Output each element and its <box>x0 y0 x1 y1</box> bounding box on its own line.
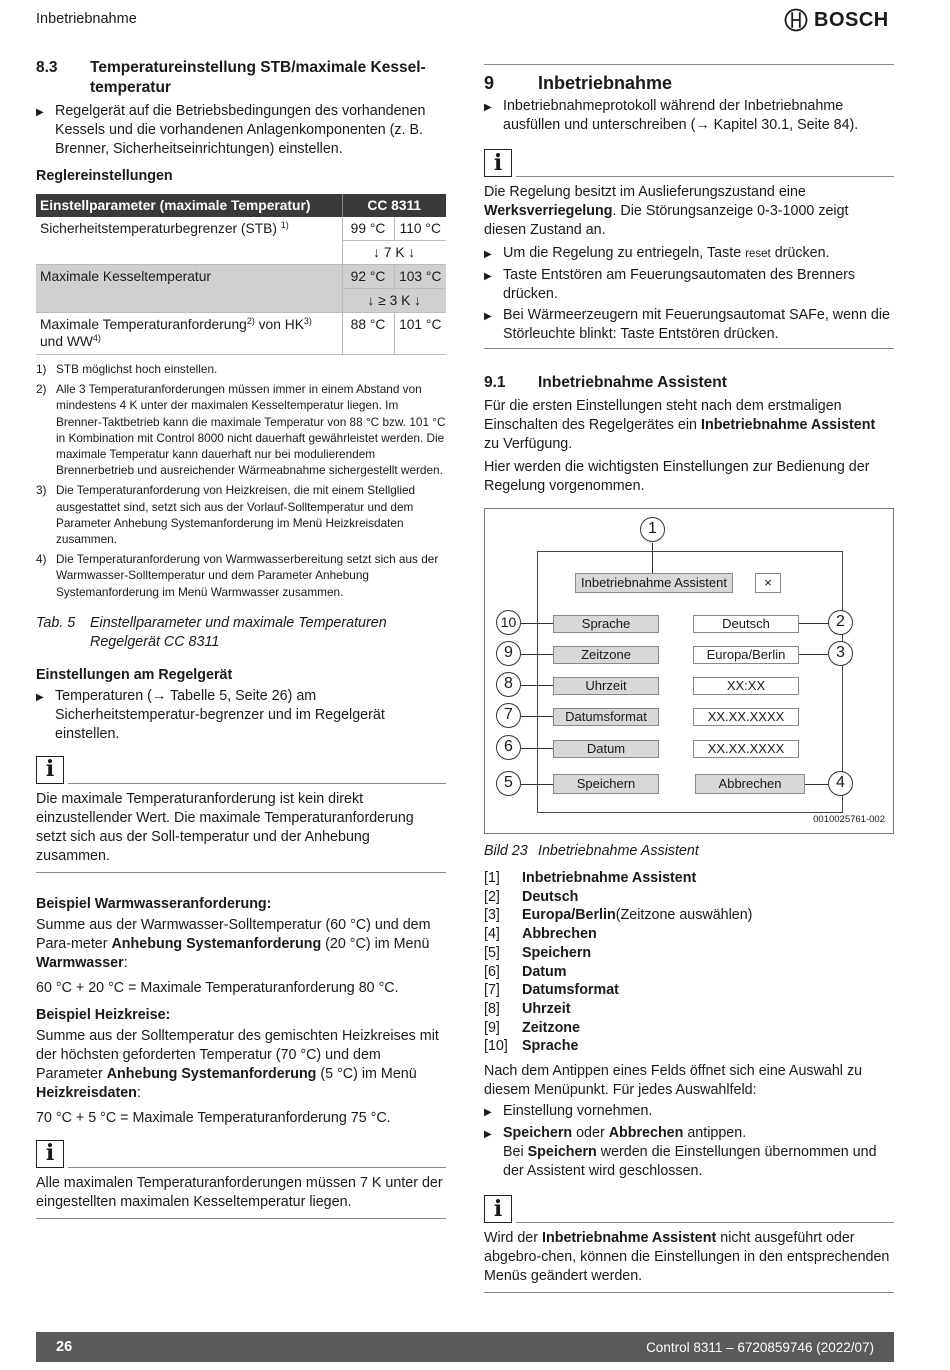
list-item: ▶ Um die Regelung zu entriegeln, Taste reset drücken. <box>484 244 894 264</box>
example-text: Summe aus der Solltemperatur des gemischten Heizkreises mit der höchsten geforderten Temperatur (70 °C) und dem Parameter Anhebung Systemanforderung (5 °C) im Menü Heizkreisdaten: <box>36 1027 439 1101</box>
page-footer <box>36 1332 894 1362</box>
list-item: ▶ Einstellung vornehmen. <box>484 1102 894 1122</box>
table-row: ↓ 7 K ↓ <box>36 241 446 265</box>
datum-button[interactable]: Datum <box>553 740 659 758</box>
figure-caption: Bild 23 Inbetriebnahme Assistent <box>484 843 699 859</box>
info-icon: i <box>36 1140 64 1168</box>
bullet-arrow-icon: ▶ <box>484 102 492 113</box>
legend-item: [3] Europa/Berlin (Zeitzone auswählen) <box>484 907 753 924</box>
bosch-armature-icon <box>784 8 808 32</box>
uhrzeit-button[interactable]: Uhrzeit <box>553 677 659 695</box>
subheading: Einstellungen am Regelgerät <box>36 666 233 683</box>
callout-10: 10 <box>496 610 521 635</box>
chapter-heading: 9 Inbetriebnahme <box>484 73 673 93</box>
section-heading <box>36 58 446 98</box>
legend-item: [9] Zeitzone <box>484 1019 580 1036</box>
callout-8: 8 <box>496 672 521 697</box>
bullet-arrow-icon: ▶ <box>484 1129 492 1141</box>
callout-3: 3 <box>828 641 853 666</box>
left-column <box>36 58 446 1219</box>
callout-9: 9 <box>496 641 521 666</box>
list-item: ▶ Temperaturen (→ Tabelle 5, Seite 26) am Sicherheitstemperatur-begrenzer und im Regelgerät einstellen. <box>36 687 385 742</box>
datumsformat-button[interactable]: Datumsformat <box>553 708 659 726</box>
legend-item: [8] Uhrzeit <box>484 1000 571 1017</box>
bullet-arrow-icon: ▶ <box>484 249 492 260</box>
list-item: ▶ Taste Entstören am Feuerungsautomaten des Brenners drücken. <box>484 267 856 302</box>
table-caption: Tab. 5 Einstellparameter und maximale Temperaturen Regelgerät CC 8311 <box>36 614 387 650</box>
callout-6: 6 <box>496 735 521 760</box>
running-header: Inbetriebnahme <box>36 11 137 27</box>
brand-name: BOSCH <box>814 8 889 31</box>
bullet-arrow-icon: ▶ <box>484 1107 492 1119</box>
close-icon[interactable]: × <box>755 573 781 593</box>
zeitzone-button[interactable]: Zeitzone <box>553 646 659 664</box>
table-row: Sicherheitstemperaturbegrenzer (STB) $^{1)}$ 99 °C 110 °C <box>36 217 446 241</box>
section-title: Temperatureinstellung STB/maximale Kessel- temperatur <box>90 59 426 96</box>
figure-legend <box>484 869 894 1056</box>
info-icon: i <box>36 756 64 784</box>
reset-key-label: reset <box>745 248 771 260</box>
section-heading: 9.1 Inbetriebnahme Assistent <box>484 374 727 391</box>
info-note: i Wird der Inbetriebnahme Assistent nicht ausgeführt oder abgebro-chen, können die Einstellungen in den entsprechenden Menüs geändert werden. <box>484 1195 894 1293</box>
table-row: Maximale Kesseltemperatur 92 °C 103 °C <box>36 265 446 289</box>
info-note: i Die Regelung besitzt im Auslieferungszustand eine Werksverriegelung. Die Störungsanzeige 0-3-1000 zeigt diesen Zustand an. <box>484 149 894 240</box>
info-icon: i <box>484 1195 512 1223</box>
legend-item: [5] Speichern <box>484 944 592 961</box>
time-field[interactable]: XX:XX <box>693 677 799 695</box>
page-number: 26 <box>56 1338 73 1355</box>
formula: 60 °C + 20 °C = Maximale Temperaturanforderung 80 °C. <box>36 979 399 996</box>
legend-item: [2] Deutsch <box>484 888 579 905</box>
list-item: ▶ Inbetriebnahmeprotokoll während der Inbetriebnahme ausfüllen und unterschreiben (→ Kapitel 30.1, Seite 84). <box>484 98 859 133</box>
europa-berlin-field[interactable]: Europa/Berlin <box>693 646 799 664</box>
right-column: 9 Inbetriebnahme ▶ Inbetriebnahmeprotokoll während der Inbetriebnahme ausfüllen und unterschreiben (→ Kapitel 30.1, Seite 84). i Die Regelung besitzt im Auslieferungszustand eine Werksverriegelung. Die Störungsanzeige 0-3-1000 zeigt diesen Zustand an. ▶ Um die Regelung zu entriegeln, Taste reset drücken. ▶ Taste Entstören am Feuerungsautomaten des Brenners drücken. ▶ Bei Wärmeerzeugern mit Feuerungsautomat SAFe, wenn die Störleuchte blinkt: Taste Entstören drücken. 9.1 Inbetriebnahme Assistent Für die ersten Einstellungen steht nach dem erstmaligen Einschalten des Regelgerätes ein Inbetriebnahme Assistent zu Verfügung. Hier werden die wichtigsten Einstellungen zur Bedienung der Regelung vorgenommen. Inbetriebnahme Assistent × Sprache Deutsch Zeitzone Europa/Berlin Uhrzeit XX:XX Datumsformat XX.XX.XXXX Datum XX.XX.XXXX Speichern Abbrechen 1 2 3 4 5 6 7 8 9 10 0010025761-002 Bild 23 Inbetriebnahme Assistent [1] Inbetriebnahme Assistent [2] Deutsch [3] Europa/Berlin (Zeitzone auswählen) [4] Abbrechen [5] Speichern [6] Datum [7] Datumsformat [8] Uhrzeit [9] Zeitzone [10] Sprache Nach dem Antippen eines Felds öffnet sich eine Auswahl zu diesem Menüpunkt. Für jedes Auswahlfeld: ▶ Einstellung vornehmen. ▶ Speichern oder Abbrechen antippen. Bei Speichern werden die Einstellungen übernommen und der Assistent wird geschlossen. i Wird der Inbetriebnahme Assistent nicht ausgeführt oder abgebro-chen, können die Einstellungen in den entsprechenden Menüs geändert werden. <box>484 64 894 1293</box>
deutsch-field[interactable]: Deutsch <box>693 615 799 633</box>
callout-7: 7 <box>496 703 521 728</box>
sprache-button[interactable]: Sprache <box>553 615 659 633</box>
info-icon: i <box>484 149 512 177</box>
subheading: Beispiel Warmwasseranforderung: <box>36 895 272 912</box>
document-id: Control 8311 – 6720859746 (2022/07) <box>646 1339 874 1355</box>
table-row: Maximale Temperaturanforderung$^{2)}$ von HK$^{3)}$ und WW$^{4)}$ 88 °C 101 °C <box>36 313 446 355</box>
info-note: i Alle maximalen Temperaturanforderungen müssen 7 K unter der eingestellten maximalen Kesseltemperatur liegen. <box>36 1140 446 1219</box>
footnotes <box>36 361 446 600</box>
legend-item: [10] Sprache <box>484 1038 579 1055</box>
figure-id: 0010025761-002 <box>813 814 885 825</box>
table-header: CC 8311 <box>342 194 446 217</box>
bullet-arrow-icon: ▶ <box>36 691 44 703</box>
date-format-field[interactable]: XX.XX.XXXX <box>693 708 799 726</box>
legend-item: [4] Abbrechen <box>484 926 597 943</box>
brand-logo <box>784 8 889 32</box>
example-text: Summe aus der Warmwasser-Solltemperatur (60 °C) und dem Para-meter Anhebung Systemanforderung (20 °C) im Menü Warmwasser: <box>36 916 431 971</box>
callout-5: 5 <box>496 771 521 796</box>
list-item: ▶ Regelgerät auf die Betriebsbedingungen des vorhandenen Kessels und die vorhandenen Anlagenkomponenten (z. B. Brenner, Sicherheitseinrichtungen) einstellen. <box>36 103 426 157</box>
footnote: 1) STB möglichst hoch einstellen. <box>36 362 218 376</box>
assistant-title: Inbetriebnahme Assistent <box>575 573 733 593</box>
subheading: Reglereinstellungen <box>36 168 173 184</box>
parameter-table <box>36 194 446 355</box>
bullet-arrow-icon: ▶ <box>484 311 492 322</box>
footnote: 3) Die Temperaturanforderung von Heizkreisen, die mit einem Stellglied ausgestattet sind, setzt sich aus der Vorlauf-Solltemperatur und dem Parameter Anhebung Systemanforderung im Menü Heizkreisdaten zusammen. <box>36 483 416 547</box>
speichern-button[interactable]: Speichern <box>553 774 659 794</box>
legend-item: [1] Inbetriebnahme Assistent <box>484 870 697 886</box>
callout-2: 2 <box>828 610 853 635</box>
date-field[interactable]: XX.XX.XXXX <box>693 740 799 758</box>
section-number: 8.3 <box>36 59 58 76</box>
info-note: i Die maximale Temperaturanforderung ist kein direkt einzustellender Wert. Die maximale Temperaturanforderung setzt sich aus der Soll-temperatur und der Anhebung zusammen. <box>36 756 446 873</box>
formula: 70 °C + 5 °C = Maximale Temperaturanforderung 75 °C. <box>36 1109 391 1126</box>
footnote: 2) Alle 3 Temperaturanforderungen müssen immer in einem Abstand von mindestens 4 K unter der maximalen Kesseltemperatur liegen. Im Brenner-Taktbetrieb kann die maximale Temperatur von 88 °C bzw. 101 °C in Kombination mit Control 8000 nicht dauerhaft gewährleistet werden. Die maximale Temperatur kann dauerhaft nur bei modulierendem Brennerbetrieb und ausreichender Wärmeabnahme sichergestellt werden. <box>36 382 446 478</box>
table-header: Einstellparameter (maximale Temperatur) <box>36 194 342 217</box>
list-item: ▶ Speichern oder Abbrechen antippen. Bei Speichern werden die Einstellungen übernommen und der Assistent wird geschlossen. <box>484 1125 877 1180</box>
callout-1: 1 <box>640 517 665 542</box>
footnote: 4) Die Temperaturanforderung von Warmwasserbereitung setzt sich aus der Warmwasser-Solltemperatur und dem Parameter Anhebung Systemanforderung im Menü Warmwasser zusammen. <box>36 552 439 599</box>
bullet-arrow-icon: ▶ <box>36 107 44 118</box>
table-row: ↓ ≥ 3 K ↓ <box>36 289 446 313</box>
callout-4: 4 <box>828 771 853 796</box>
assistant-figure <box>484 508 894 834</box>
subheading: Beispiel Heizkreise: <box>36 1006 171 1023</box>
abbrechen-button[interactable]: Abbrechen <box>695 774 805 794</box>
legend-item: [6] Datum <box>484 963 567 980</box>
legend-item: [7] Datumsformat <box>484 982 619 999</box>
list-item: ▶ Bei Wärmeerzeugern mit Feuerungsautomat SAFe, wenn die Störleuchte blinkt: Taste Entstören drücken. <box>484 306 894 349</box>
bullet-arrow-icon: ▶ <box>484 271 492 282</box>
